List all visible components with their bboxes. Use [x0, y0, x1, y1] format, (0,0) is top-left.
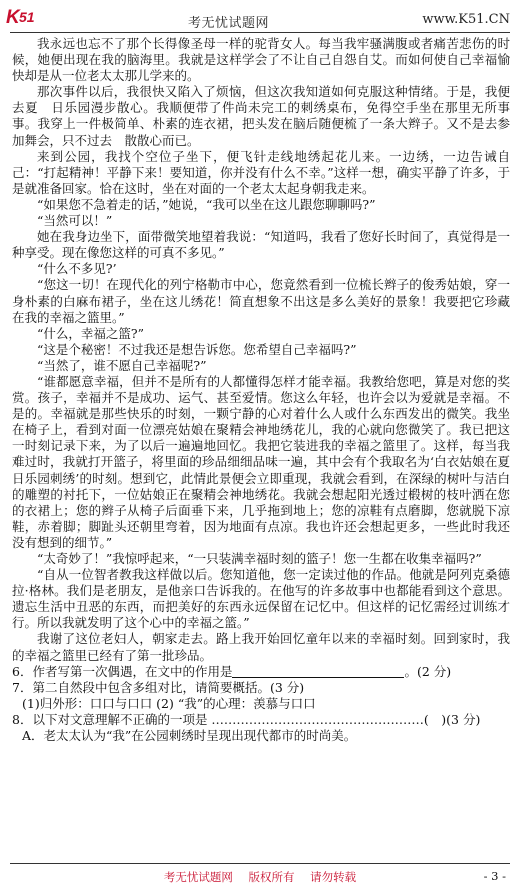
paragraph-15: 我谢了这位老妇人，朝家走去。路上我开始回忆童年以来的幸福时刻。回到家时，我的幸福之篮里已经有了第一批珍品。	[12, 631, 510, 663]
question-number: 7．	[12, 679, 33, 695]
header-divider	[10, 32, 510, 33]
question-6	[12, 664, 510, 680]
footer-divider	[10, 863, 510, 864]
paragraph-13: “太奇妙了！”我惊呼起来，“一只装满幸福时刻的篮子！您一生都在收集幸福吗?”	[37, 551, 482, 566]
footer-no-reprint: 请勿转载	[310, 870, 357, 884]
paragraph-3: 来到公园，我找个空位子坐下，便飞针走线地绣起花儿来。一边绣，一边告诫自己：“打起精神！平静下来！要知道，你并没有什么不幸。”这样一想，确实平静了许多，于是就准备回家。恰在这时，坐在对面的一个老太太起身朝我走来。	[12, 148, 510, 196]
answer-blank[interactable]	[232, 665, 404, 678]
footer-site[interactable]: 考无忧试题网	[163, 870, 233, 884]
question-8	[12, 712, 510, 728]
paragraph-1: 我永远也忘不了那个长得像圣母一样的驼背女人。每当我牢骚满腹或者痛苦悲伤的时候，她便出现在我的脑海里。我就是这样学会了不让自己自怨自艾。而如何使自己幸福愉快却是从一位老太太那儿学来的。	[12, 36, 510, 84]
page-number: - 3 -	[483, 869, 506, 883]
header-url[interactable]: www.K51.CN	[422, 12, 510, 27]
question-number: 6．	[12, 663, 33, 679]
question-7	[12, 680, 510, 696]
paragraph-10: “这是个秘密！不过我还是想告诉您。您希望自己幸福吗?”	[37, 341, 357, 357]
logo-51: 51	[19, 9, 35, 25]
paragraph-5: “当然可以！”	[37, 213, 113, 229]
footer-text	[0, 869, 520, 885]
paragraph-11: “当然了，谁不愿自己幸福呢?”	[37, 357, 207, 373]
question-text: 以下对文意理解不正确的一项是 ……………………………………………( )(3 分)	[32, 711, 481, 727]
paragraph-6: 她在我身边坐下，面带微笑地望着我说：“知道吗，我看了您好长时间了，真觉得是一种享受。现在像您这样的可真不多见。”	[12, 229, 510, 261]
page-footer	[0, 861, 520, 887]
paragraph-4: “如果您不急着走的话，”她说，“我可以坐在这儿跟您聊聊吗?”	[37, 196, 376, 212]
question-7-answer: (1)归外形：口口与口口 (2) “我”的心理：羡慕与口口	[22, 695, 316, 711]
document-body	[12, 36, 510, 744]
question-number: 8．	[12, 711, 33, 727]
question-text: 作者写第一次偶遇，在文中的作用是	[32, 663, 233, 679]
paragraph-12: “谁都愿意幸福，但并不是所有的人都懂得怎样才能幸福。我教给您吧，算是对您的奖赏。孩子，幸福并不是成功、运气、甚至爱情。您这么年轻，也许会以为爱就是幸福。不是的。幸福就是那些快乐的时刻，一颗宁静的心对着什么人或什么东西发出的微笑。我坐在椅子上，看到对面一位漂亮姑娘在聚精会神地绣花儿，我的心就向您微笑了。我已把这一时刻记录下来，为了以后一遍遍地回忆。我把它装进我的幸福之篮里了。这样，每当我难过时，我就打开篮子，将里面的珍品细细品味一遍，其中会有个我取名为‘白衣姑娘在夏日乐园刺绣’的时刻。想到它，此情此景便会立即重现，我就会看到，在深绿的树叶与洁白的雕塑的衬托下，一位姑娘正在聚精会神地绣花。我就会想起阳光透过椴树的枝叶洒在您的衣裙上；您的辫子从椅子后面垂下来，几乎拖到地上；您的凉鞋有点磨脚，您就脱下凉鞋，赤着脚；脚趾头还朝里弯着，因为地面有点凉。我也许还会想起更多，一些此时我还没有想到的细节。”	[12, 373, 510, 550]
paragraph-14: “自从一位智者教我这样做以后。您知道他，您一定读过他的作品。他就是阿列克桑德拉·格林。我们是老朋友，是他亲口告诉我的。在他写的许多故事中也都能看到这个意思。遗忘生活中丑恶的东西，而把美好的东西永远保留在记忆中。但这样的记忆需经过训练才行。所以我就发明了这个心中的幸福之篮。”	[12, 567, 510, 631]
paragraph-8: “您这一切！在现代化的列宁格勒市中心，您竟然看到一位梳长辫子的俊秀姑娘，穿一身朴素的白麻布裙子，坐在这儿绣花！简直想象不出这是多么美好的景象！我要把它珍藏在我的幸福之篮里。”	[12, 277, 510, 325]
footer-rights: 版权所有	[248, 870, 295, 884]
paragraph-9: “什么，幸福之篮?”	[37, 325, 144, 341]
paragraph-2: 那次事件以后，我很快又陷入了烦恼，但这次我知道如何克服这种情绪。于是，我便去夏 日乐园漫步散心。我顺便带了件尚未完工的刺绣桌布，免得空手坐在那里无所事事。我穿上一件极简单、朴素的连衣裙，把头发在脑后随便梳了一条大辫子。又不是去参加舞会，只不过去 散散心而已。	[12, 84, 510, 148]
question-8-option-a: A．老太太认为“我”在公园刺绣时呈现出现代都市的时尚美。	[22, 728, 357, 744]
logo-k: K	[6, 7, 20, 28]
question-text: 第二自然段中包含多组对比，请简要概括。(3 分)	[32, 679, 305, 695]
question-tail: 。(2 分)	[404, 663, 452, 679]
header-title: 考无忧试题网	[188, 16, 270, 31]
k51-logo[interactable]	[6, 7, 40, 29]
paragraph-7: “什么不多见?’	[37, 261, 117, 277]
page-header	[0, 0, 520, 36]
